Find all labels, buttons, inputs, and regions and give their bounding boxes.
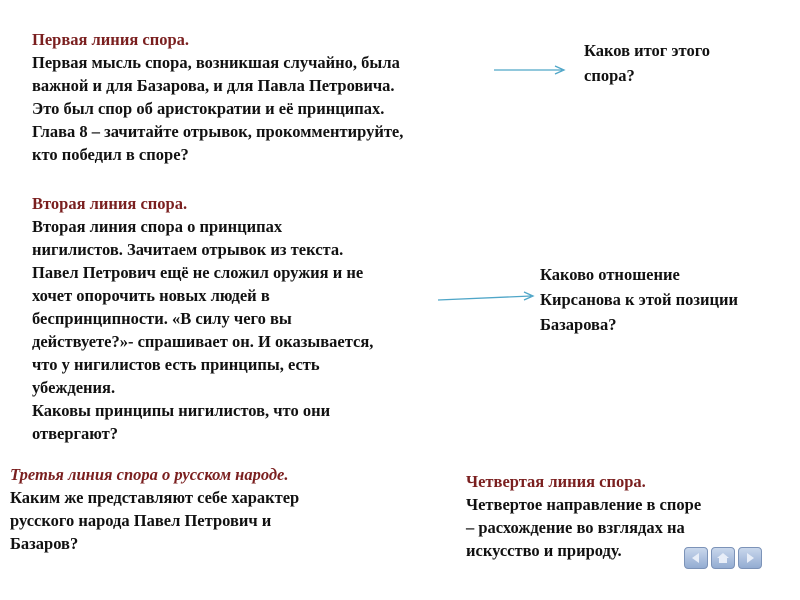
fourth-line-text-2: – расхождение во взглядах на <box>466 518 685 537</box>
third-line-title: Третья линия спора о русском народе. <box>10 465 289 484</box>
question-1-line-2: спора? <box>584 66 635 85</box>
second-line-text-10: отвергают? <box>32 424 119 443</box>
second-line-text-4: хочет опорочить новых людей в <box>32 286 270 305</box>
first-line-text-3: Это был спор об аристократии и её принципах. <box>32 99 385 118</box>
second-line-text-8: убеждения. <box>32 378 116 397</box>
back-icon <box>689 552 703 564</box>
question-2-line-1: Каково отношение <box>540 265 680 284</box>
forward-icon <box>743 552 757 564</box>
arrow-2 <box>438 292 533 300</box>
first-line-text-5: кто победил в споре? <box>32 145 189 164</box>
third-line-text-3: Базаров? <box>10 534 79 553</box>
second-line-text-6: действуете?»- спрашивает он. И оказывается, <box>32 332 374 351</box>
fourth-line-text-1: Четвертое направление в споре <box>466 495 702 514</box>
fourth-line-title: Четвертая линия спора. <box>466 472 646 491</box>
home-icon <box>716 552 730 564</box>
back-button[interactable] <box>684 547 708 569</box>
second-line-text-3: Павел Петрович ещё не сложил оружия и не <box>32 263 364 282</box>
second-line-title: Вторая линия спора. <box>32 194 188 213</box>
third-line-text-1: Каким же представляют себе характер <box>10 488 300 507</box>
question-2-line-2: Кирсанова к этой позиции <box>540 290 738 309</box>
home-button[interactable] <box>711 547 735 569</box>
first-line-text-4: Глава 8 – зачитайте отрывок, прокомментируйте, <box>32 122 404 141</box>
second-line-text-5: беспринципности. «В силу чего вы <box>32 309 292 328</box>
first-line-text-1: Первая мысль спора, возникшая случайно, была <box>32 53 400 72</box>
second-line-text-7: что у нигилистов есть принципы, есть <box>32 355 320 374</box>
second-line-text-9: Каковы принципы нигилистов, что они <box>32 401 331 420</box>
forward-button[interactable] <box>738 547 762 569</box>
arrow-1 <box>494 66 564 74</box>
first-line-text-2: важной и для Базарова, и для Павла Петровича. <box>32 76 395 95</box>
question-1-line-1: Каков итог этого <box>584 41 711 60</box>
fourth-line-text-3: искусство и природу. <box>466 541 622 560</box>
first-line-title: Первая линия спора. <box>32 30 190 49</box>
second-line-text-2: нигилистов. Зачитаем отрывок из текста. <box>32 240 344 259</box>
third-line-text-2: русского народа Павел Петрович и <box>10 511 272 530</box>
question-2-line-3: Базарова? <box>540 315 617 334</box>
second-line-text-1: Вторая линия спора о принципах <box>32 217 283 236</box>
